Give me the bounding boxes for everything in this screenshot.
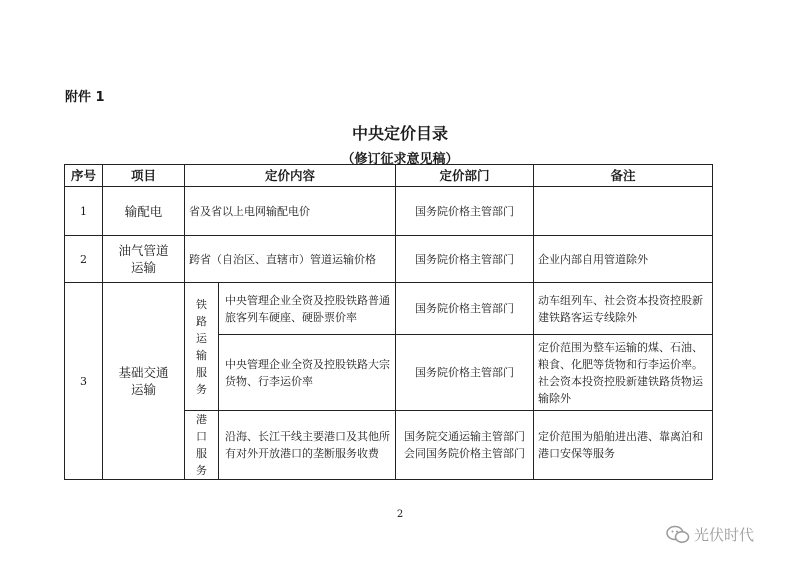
row-content: 中央管理企业全资及控股铁路大宗货物、行李运价率 bbox=[219, 335, 396, 411]
row-no: 3 bbox=[65, 283, 103, 480]
row-no: 2 bbox=[65, 236, 103, 283]
row-note: 动车组列车、社会资本投资控股新建铁路客运专线除外 bbox=[534, 283, 713, 335]
row-no: 1 bbox=[65, 187, 103, 236]
table-row bbox=[65, 283, 713, 335]
table-row bbox=[65, 236, 713, 283]
row-content: 跨省（自治区、直辖市）管道运输价格 bbox=[185, 236, 396, 283]
row-item: 输配电 bbox=[103, 187, 185, 236]
header-content: 定价内容 bbox=[185, 165, 396, 187]
wechat-icon bbox=[666, 525, 690, 545]
page-number: 2 bbox=[396, 509, 404, 520]
row-note: 企业内部自用管道除外 bbox=[534, 236, 713, 283]
row-content: 省及省以上电网输配电价 bbox=[185, 187, 396, 236]
row-content: 中央管理企业全资及控股铁路普通旅客列车硬座、硬卧票价率 bbox=[219, 283, 396, 335]
subgroup-railway: 铁路运输服务 bbox=[185, 283, 219, 411]
row-dept: 国务院交通运输主管部门会同国务院价格主管部门 bbox=[396, 411, 534, 480]
row-note: 定价范围为整车运输的煤、石油、粮食、化肥等货物和行李运价率。社会资本投资控股新建铁路货物运输除外 bbox=[534, 335, 713, 411]
row-content: 沿海、长江干线主要港口及其他所有对外开放港口的垄断服务收费 bbox=[219, 411, 396, 480]
document-subtitle: （修订征求意见稿） bbox=[341, 152, 459, 167]
table-row bbox=[65, 187, 713, 236]
row-dept: 国务院价格主管部门 bbox=[396, 335, 534, 411]
row-item: 油气管道运输 bbox=[103, 236, 185, 283]
table-header-row bbox=[65, 165, 713, 187]
header-dept: 定价部门 bbox=[396, 165, 534, 187]
attachment-label: 附件 1 bbox=[65, 90, 105, 105]
header-item: 项目 bbox=[103, 165, 185, 187]
document-title: 中央定价目录 bbox=[351, 124, 448, 143]
row-dept: 国务院价格主管部门 bbox=[396, 283, 534, 335]
row-note: 定价范围为船舶进出港、靠离泊和港口安保等服务 bbox=[534, 411, 713, 480]
subgroup-port: 港口服务 bbox=[185, 411, 219, 480]
header-note: 备注 bbox=[534, 165, 713, 187]
row-item: 基础交通运输 bbox=[103, 283, 185, 480]
row-note bbox=[534, 187, 713, 236]
pricing-catalog-table bbox=[64, 164, 713, 480]
header-no: 序号 bbox=[65, 165, 103, 187]
watermark-text: 光伏时代 bbox=[694, 526, 755, 544]
watermark bbox=[666, 524, 754, 545]
row-dept: 国务院价格主管部门 bbox=[396, 187, 534, 236]
row-dept: 国务院价格主管部门 bbox=[396, 236, 534, 283]
